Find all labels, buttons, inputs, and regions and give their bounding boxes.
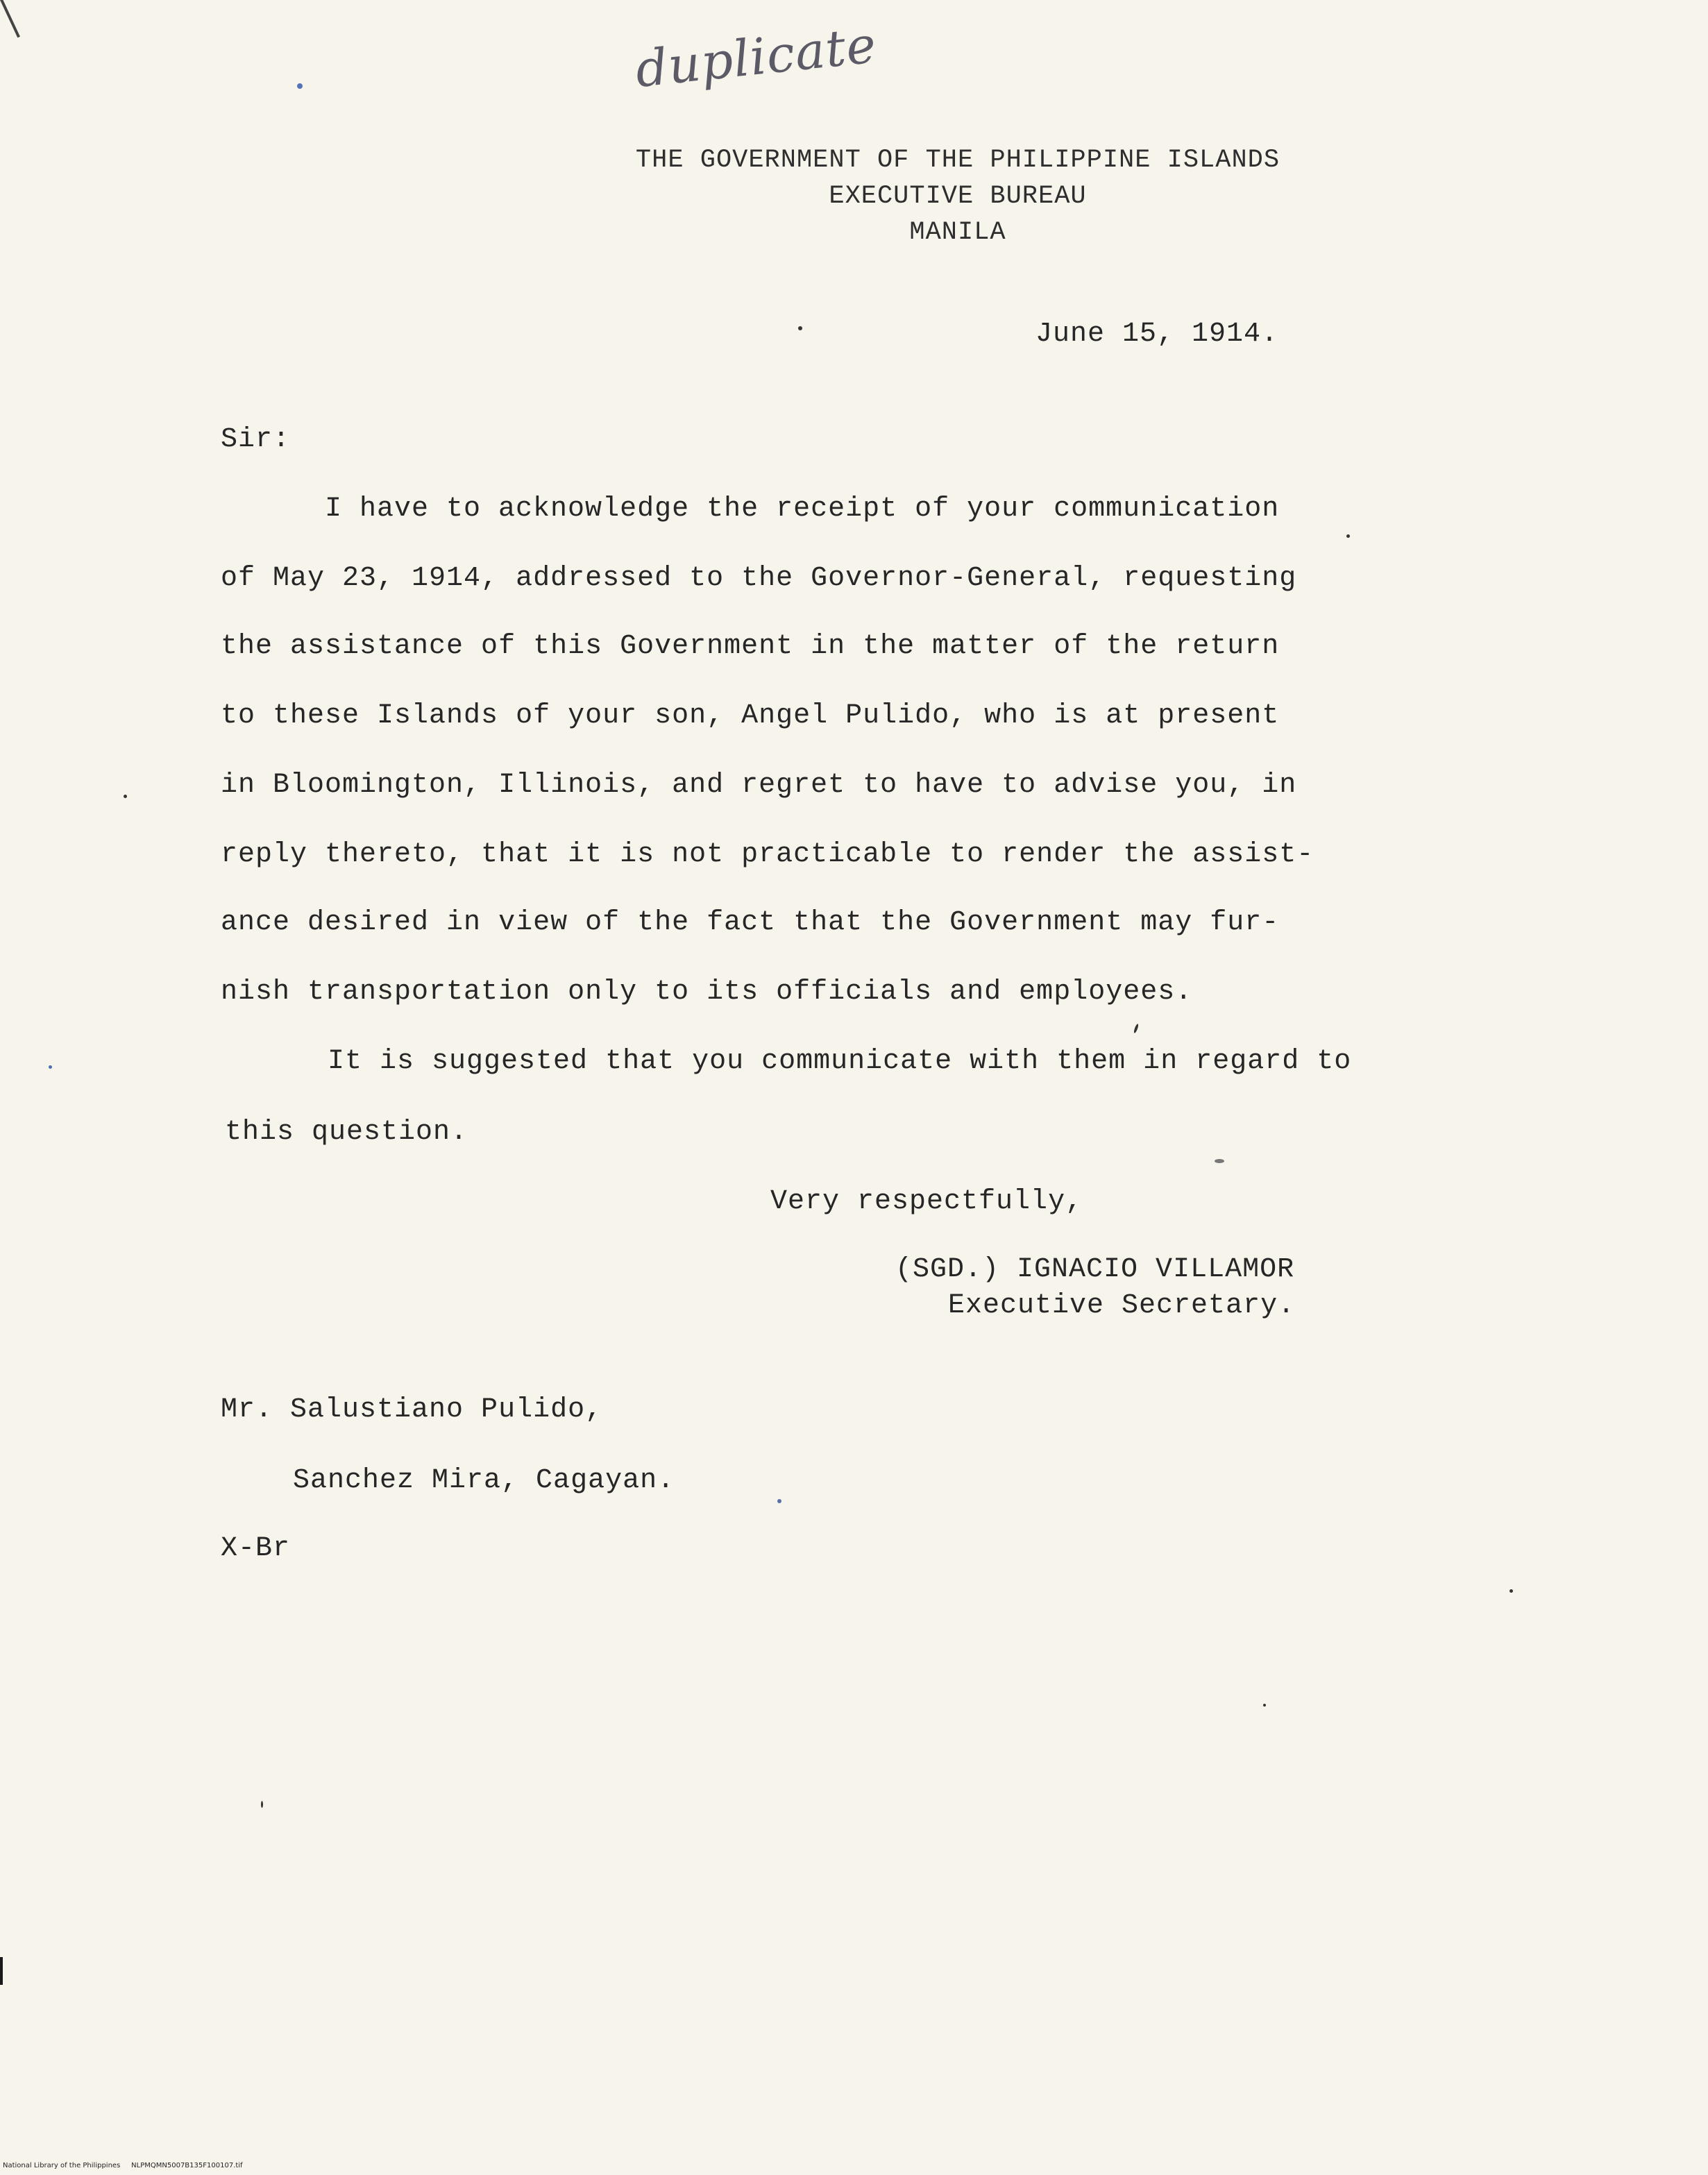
signature-name: (SGD.) IGNACIO VILLAMOR — [895, 1254, 1295, 1285]
closing: Very respectfully, — [770, 1186, 1083, 1217]
body-line: in Bloomington, Illinois, and regret to have to advise you, in — [221, 770, 1297, 801]
scan-speck — [261, 1801, 263, 1808]
letterhead — [597, 142, 1319, 251]
body-line: ance desired in view of the fact that the Government may fur- — [221, 907, 1280, 938]
letter-date: June 15, 1914. — [1035, 319, 1279, 350]
scan-edge-mark — [0, 0, 20, 37]
scan-speck — [1133, 1024, 1140, 1034]
body-line: of May 23, 1914, addressed to the Governor-General, requesting — [221, 563, 1297, 594]
body-line: reply thereto, that it is not practicable to render the assist- — [221, 839, 1314, 870]
body-line: It is suggested that you communicate with them in regard to — [328, 1046, 1352, 1077]
scan-speck — [1263, 1704, 1266, 1707]
scan-speck — [49, 1065, 52, 1069]
salutation: Sir: — [221, 424, 291, 455]
scan-caption: National Library of the Philippines NLPMQMN5007B135F100107.tif — [3, 2162, 243, 2169]
addressee-location: Sanchez Mira, Cagayan. — [293, 1465, 675, 1496]
scan-speck — [124, 795, 127, 798]
body-line: I have to acknowledge the receipt of your communication — [325, 493, 1280, 525]
scan-speck — [777, 1499, 781, 1503]
body-line: the assistance of this Government in the matter of the return — [221, 631, 1280, 662]
body-line: to these Islands of your son, Angel Pulido, who is at present — [221, 700, 1280, 731]
body-line: this question. — [225, 1117, 468, 1148]
signature-title: Executive Secretary. — [948, 1290, 1296, 1321]
body-line: nish transportation only to its officials and employees. — [221, 976, 1193, 1008]
scan-speck — [1215, 1159, 1224, 1163]
scan-speck — [1346, 534, 1350, 538]
letterhead-government: THE GOVERNMENT OF THE PHILIPPINE ISLANDS — [635, 146, 1280, 175]
scan-speck — [297, 83, 303, 89]
letterhead-bureau: EXECUTIVE BUREAU — [829, 182, 1087, 211]
scan-speck — [798, 326, 802, 330]
reference-initials: X-Br — [221, 1533, 291, 1564]
addressee-name: Mr. Salustiano Pulido, — [221, 1394, 603, 1425]
handwritten-annotation: duplicate — [632, 15, 879, 99]
scan-edge-mark — [0, 1957, 3, 1985]
letterhead-city: MANILA — [909, 218, 1006, 247]
scan-speck — [1510, 1589, 1513, 1593]
